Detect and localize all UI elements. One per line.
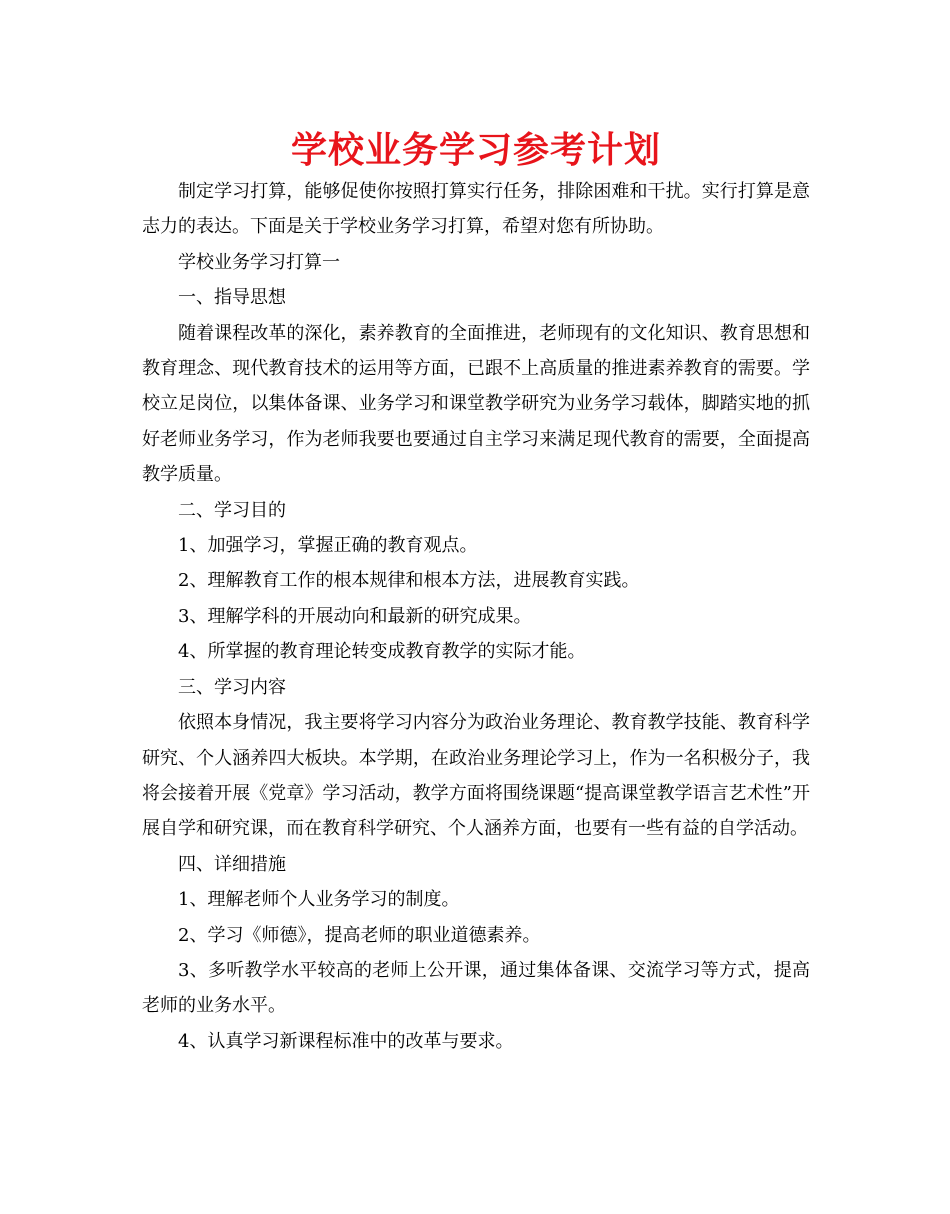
measure-item-2: 2、学习《师德》，提高老师的职业道德素养。 bbox=[178, 924, 541, 946]
measure-item-4: 4、认真学习新课程标准中的改革与要求。 bbox=[178, 1030, 514, 1052]
purpose-item-4: 4、所掌握的教育理论转变成教育教学的实际才能。 bbox=[178, 641, 586, 663]
learning-content-paragraph: 依照本身情况，我主要将学习内容分为政治业务理论、教育教学技能、教育科学研究、个人涵养四大板块。本学期，在政治业务理论学习上，作为一名积极分子，我将会接着开展《党章》学习活动，教学方面将围绕课题“提高课堂教学语言艺术性”开展自学和研究课，而在教育科学研究、个人涵养方面，也要有一些有益的自学活动。 bbox=[142, 712, 810, 840]
measure-item-3: 3、多听教学水平较高的老师上公开课，通过集体备课、交流学习等方式，提高老师的业务水平。 bbox=[142, 959, 810, 1017]
section-heading-guiding-thought: 一、指导思想 bbox=[178, 287, 286, 309]
purpose-item-2: 2、理解教育工作的根本规律和根本方法，进展教育实践。 bbox=[178, 570, 640, 592]
document-title: 学校业务学习参考计划 bbox=[290, 130, 661, 171]
section-heading-learning-content: 三、学习内容 bbox=[178, 676, 286, 698]
measure-item-1: 1、理解老师个人业务学习的制度。 bbox=[178, 889, 460, 911]
purpose-item-3: 3、理解学科的开展动向和最新的研究成果。 bbox=[178, 605, 532, 627]
section-heading-learning-purpose: 二、学习目的 bbox=[178, 499, 286, 521]
guiding-thought-paragraph: 随着课程改革的深化，素养教育的全面推进，老师现有的文化知识、教育思想和教育理念、现代教育技术的运用等方面，已跟不上高质量的推进素养教育的需要。学校立足岗位，以集体备课、业务学习和课堂教学研究为业务学习载体，脚踏实地的抓好老师业务学习，作为老师我要也要通过自主学习来满足现代教育的需要，全面提高教学质量。 bbox=[142, 322, 810, 486]
section-heading-detailed-measures: 四、详细措施 bbox=[178, 853, 286, 875]
plan-heading: 学校业务学习打算一 bbox=[178, 251, 340, 273]
document-page bbox=[142, 128, 810, 1059]
intro-paragraph: 制定学习打算，能够促使你按照打算实行任务，排除困难和干扰。实行打算是意志力的表达。下面是关于学校业务学习打算，希望对您有所协助。 bbox=[142, 181, 810, 238]
purpose-item-1: 1、加强学习，掌握正确的教育观点。 bbox=[178, 535, 478, 557]
